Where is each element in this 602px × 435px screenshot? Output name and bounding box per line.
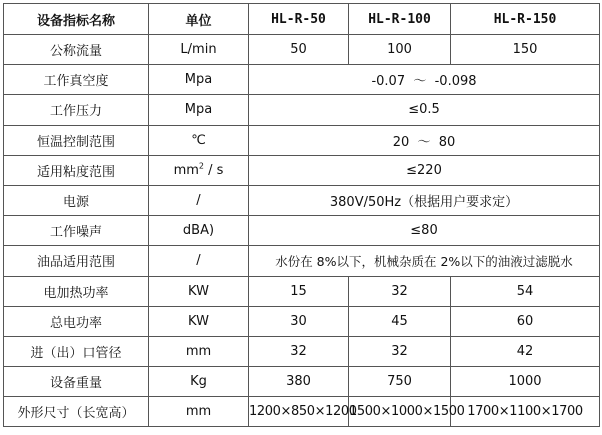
row-value-model-2: 1500×1000×1500 [349,397,451,427]
table-row-heating-power [4,276,600,306]
table-row-weight [4,367,600,397]
row-label: 电加热功率 [4,276,149,306]
table-row-flow [4,35,600,65]
row-value-model-3: 150 [451,35,600,65]
row-value-model-3: 1700×1100×1700 [451,397,600,427]
table-row-pressure [4,95,600,125]
row-unit: / [149,185,249,215]
row-unit: KW [149,306,249,336]
row-unit: dBA) [149,216,249,246]
row-value-merged: 水份在 8%以下，机械杂质在 2%以下的油液过滤脱水 [249,246,600,276]
row-label: 工作真空度 [4,65,149,95]
row-label: 设备重量 [4,367,149,397]
row-value-model-1: 32 [249,336,349,366]
row-value-model-3: 1000 [451,367,600,397]
table-row-pipe-diameter [4,336,600,366]
row-label: 总电功率 [4,306,149,336]
row-value-model-3: 42 [451,336,600,366]
unit-tail: / s [204,162,224,178]
row-label: 进（出）口管径 [4,336,149,366]
row-value-merged: ≤220 [249,155,600,185]
header-model-3: HL-R-150 [451,4,600,35]
table-row-oil-range [4,246,600,276]
row-label: 油品适用范围 [4,246,149,276]
row-unit: Kg [149,367,249,397]
row-value-model-1: 1200×850×1200 [249,397,349,427]
row-label: 外形尺寸（长宽高） [4,397,149,427]
row-value-model-2: 100 [349,35,451,65]
row-label: 恒温控制范围 [4,125,149,155]
row-value-model-2: 750 [349,367,451,397]
header-param: 设备指标名称 [4,4,149,35]
row-value-model-2: 45 [349,306,451,336]
row-label: 工作压力 [4,95,149,125]
header-unit: 单位 [149,4,249,35]
row-unit: L/min [149,35,249,65]
row-value-merged: ≤80 [249,216,600,246]
row-label: 公称流量 [4,35,149,65]
row-unit: mm [149,336,249,366]
table-row-temperature [4,125,600,155]
row-label: 工作噪声 [4,216,149,246]
row-unit: Mpa [149,65,249,95]
row-value-model-1: 15 [249,276,349,306]
row-unit [149,155,249,185]
row-unit: mm [149,397,249,427]
row-value-model-3: 54 [451,276,600,306]
row-label: 适用粘度范围 [4,155,149,185]
table-row-noise [4,216,600,246]
table-row-power-supply [4,185,600,215]
header-model-2: HL-R-100 [349,4,451,35]
row-value-model-1: 380 [249,367,349,397]
row-unit: KW [149,276,249,306]
table-row-viscosity [4,155,600,185]
row-unit: / [149,246,249,276]
table-row-vacuum [4,65,600,95]
row-unit: Mpa [149,95,249,125]
table-row-dimensions [4,397,600,427]
table-row-total-power [4,306,600,336]
row-value-merged: ≤0.5 [249,95,600,125]
row-value-model-2: 32 [349,336,451,366]
header-model-1: HL-R-50 [249,4,349,35]
row-value-merged: -0.07 ～ -0.098 [249,65,600,95]
row-value-merged: 20 ～ 80 [249,125,600,155]
row-value-merged: 380V/50Hz（根据用户要求定） [249,185,600,215]
row-value-model-2: 32 [349,276,451,306]
row-unit: ℃ [149,125,249,155]
row-value-model-3: 60 [451,306,600,336]
header-row [4,4,600,35]
unit-superscript: 2 [198,161,204,171]
row-value-model-1: 50 [249,35,349,65]
row-label: 电源 [4,185,149,215]
unit-base: mm [173,162,199,178]
spec-table [3,3,600,427]
row-value-model-1: 30 [249,306,349,336]
